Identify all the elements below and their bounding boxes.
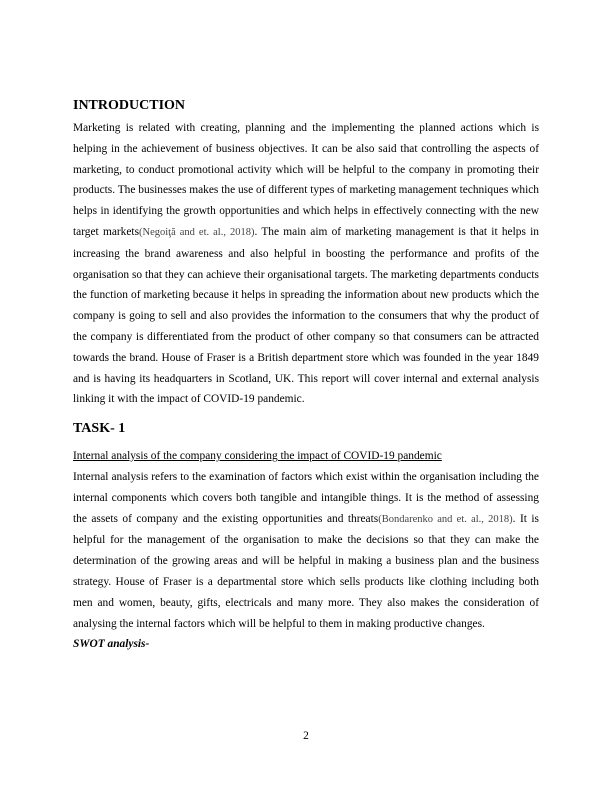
internal-analysis-text-part-2: . It is helpful for the management of the organisation to make the decisions so that they can make the determination of the growing areas and will be helpful in making a business plan and the business strategy. House of Fraser is a departmental store which sells products like clothing including both men and women, beauty, gifts, electricals and many more. They also makes the consideration of analysing the internal factors which will be helpful to them in making productive changes.	[73, 512, 539, 630]
citation-negoita: (Negoiţă and et. al., 2018)	[139, 226, 255, 238]
internal-analysis-subheading: Internal analysis of the company considering the impact of COVID-19 pandemic	[73, 450, 442, 463]
introduction-text-part-1: Marketing is related with creating, planning and the implementing the planned actions which is helping in the achievement of business objectives. It can be also said that controlling the aspects of marketing, to conduct promotional activity which will be helpful to the company in promoting their products. The businesses makes the use of different types of marketing management techniques which helps in identifying the growth opportunities and which helps in effectively connecting with the new target markets	[73, 122, 539, 238]
internal-analysis-paragraph	[73, 467, 539, 634]
introduction-paragraph	[73, 118, 539, 410]
introduction-text-part-2: . The main aim of marketing management is that it helps in increasing the brand awareness and also helpful in boosting the performance and profits of the organisation so that they can achieve their organisational targets. The marketing departments conducts the function of marketing because it helps in spreading the information about new products which the company is going to sell and also provides the information to the consumers that why the product of the company is differentiated from the product of other company so that consumers can be attracted towards the brand. House of Fraser is a British department store which was founded in the year 1849 and is having its headquarters in Scotland, UK. This report will cover internal and external analysis linking it with the impact of COVID-19 pandemic.	[73, 225, 539, 406]
page-number: 2	[303, 730, 309, 742]
internal-analysis-text-part-1: Internal analysis refers to the examination of factors which exist within the organisation including the internal components which covers both tangible and intangible things. It is the method of assessing the assets of company and the existing opportunities and threats	[73, 470, 539, 525]
task-1-heading: TASK- 1	[73, 421, 126, 437]
swot-analysis-label: SWOT analysis-	[73, 638, 150, 651]
introduction-heading: INTRODUCTION	[73, 98, 186, 113]
page-content	[73, 97, 539, 655]
citation-bondarenko: (Bondarenko and et. al., 2018)	[378, 513, 513, 525]
